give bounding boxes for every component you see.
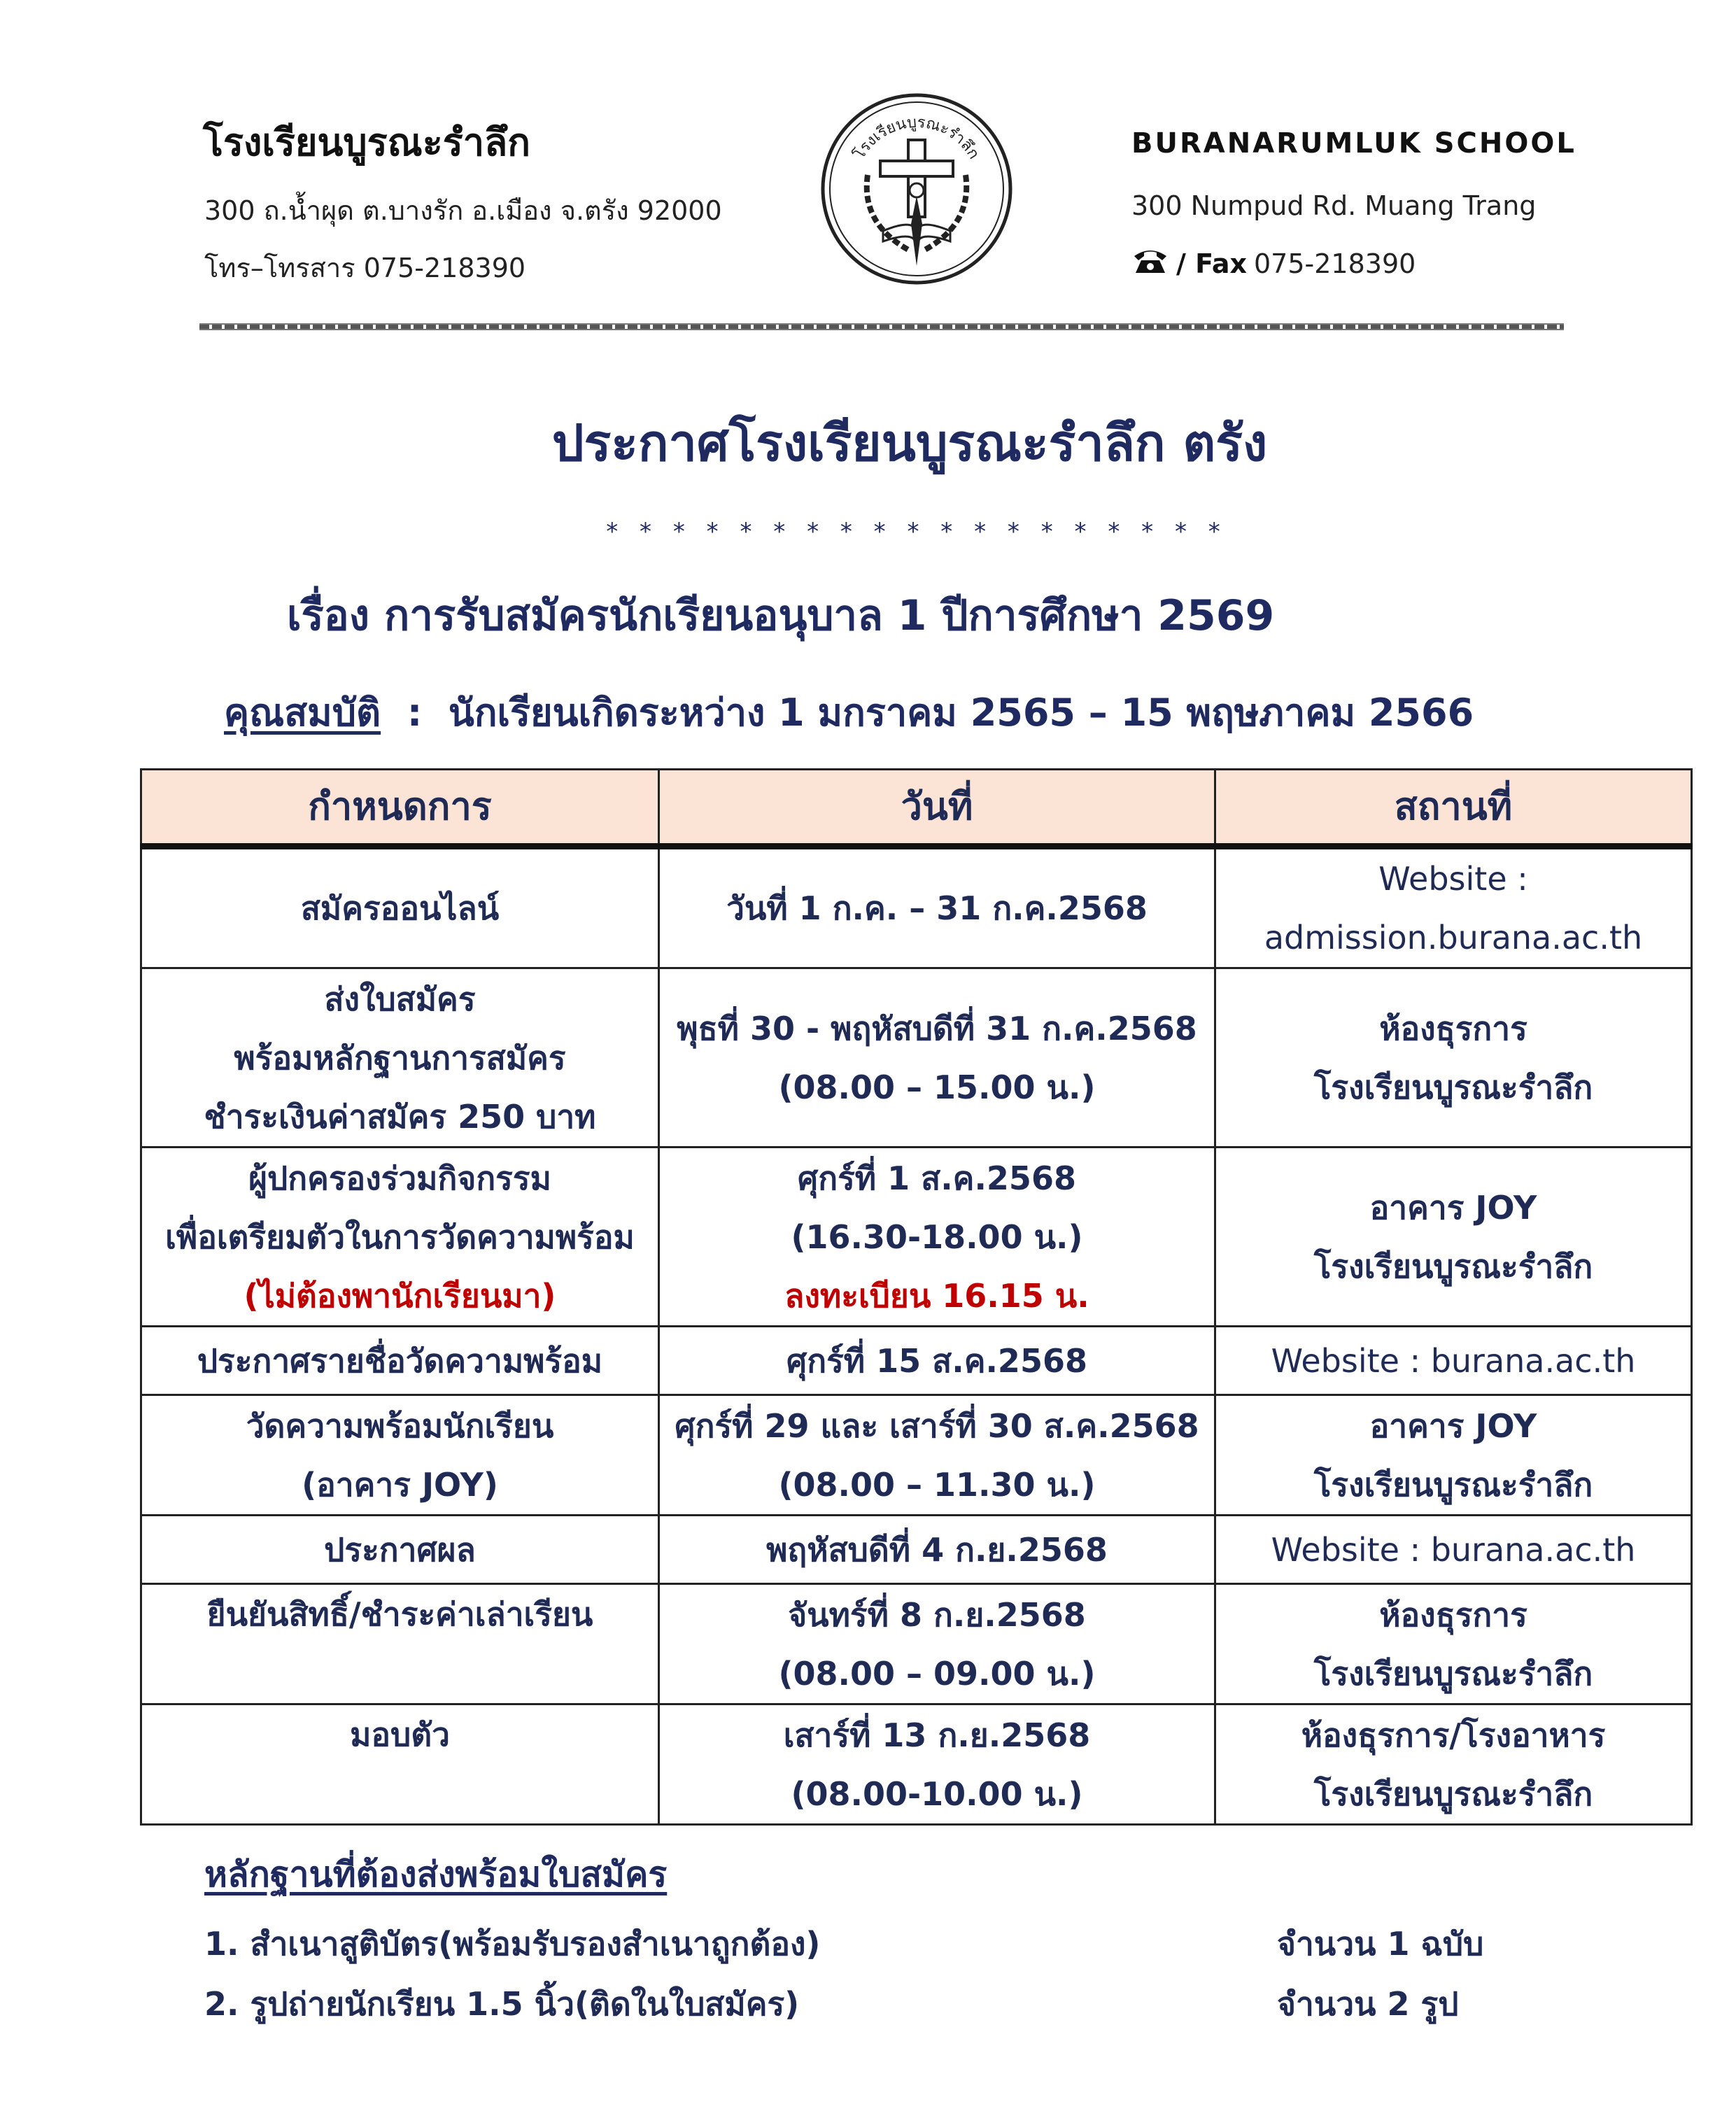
location-text: โรงเรียนบูรณะรำลึก — [1313, 1774, 1593, 1813]
table-row — [141, 847, 1692, 968]
activity-text: เพื่อเตรียมตัวในการวัดความพร้อม — [165, 1217, 635, 1256]
announcement-title: ประกาศโรงเรียนบูรณะรำลึก ตรัง — [551, 414, 1268, 472]
table-row — [141, 1704, 1692, 1825]
location-text: Website : burana.ac.th — [1271, 1341, 1636, 1380]
table-row — [141, 1148, 1692, 1327]
location-text: อาคาร JOY — [1369, 1188, 1537, 1227]
date-text: ศุกร์ที่ 1 ส.ค.2568 — [798, 1159, 1076, 1197]
documents-heading: หลักฐานที่ต้องส่งพร้อมใบสมัคร — [204, 1854, 668, 1895]
date-cell — [659, 1395, 1215, 1516]
column-header-date: วันที่ — [659, 770, 1215, 847]
activity-cell — [141, 1584, 659, 1704]
table-row — [141, 1327, 1692, 1395]
activity-cell — [141, 1516, 659, 1584]
school-phone-th: โทร–โทรสาร 075-218390 — [204, 253, 526, 283]
location-cell — [1215, 1516, 1692, 1584]
date-note: ลงทะเบียน 16.15 น. — [784, 1276, 1089, 1315]
qualification-label: คุณสมบัติ — [224, 691, 381, 735]
activity-text: (อาคาร JOY) — [302, 1465, 498, 1504]
activity-cell — [141, 1704, 659, 1825]
activity-text: วัดความพร้อมนักเรียน — [246, 1406, 554, 1445]
activity-cell — [141, 847, 659, 968]
location-text: โรงเรียนบูรณะรำลึก — [1313, 1465, 1593, 1504]
qualification-text: นักเรียนเกิดระหว่าง 1 มกราคม 2565 – 15 พฤษภาคม 2566 — [448, 691, 1474, 735]
activity-text: ประกาศรายชื่อวัดความพร้อม — [197, 1341, 603, 1380]
date-cell — [659, 1516, 1215, 1584]
location-text: Website : burana.ac.th — [1271, 1530, 1636, 1569]
location-cell — [1215, 1395, 1692, 1516]
activity-text: ประกาศผล — [324, 1530, 476, 1569]
location-cell — [1215, 968, 1692, 1148]
fax-label: / Fax — [1176, 248, 1247, 279]
announcement-subject: เรื่อง การรับสมัครนักเรียนอนุบาล 1 ปีการศึกษา 2569 — [287, 591, 1275, 640]
table-row — [141, 1584, 1692, 1704]
school-logo — [819, 91, 1015, 287]
activity-text: มอบตัว — [350, 1716, 450, 1753]
date-text: จันทร์ที่ 8 ก.ย.2568 — [788, 1595, 1086, 1634]
table-row — [141, 1516, 1692, 1584]
location-text: โรงเรียนบูรณะรำลึก — [1313, 1068, 1593, 1106]
activity-cell — [141, 1395, 659, 1516]
location-text: อาคาร JOY — [1369, 1406, 1537, 1445]
school-address-th: 300 ถ.น้ำผุด ต.บางรัก อ.เมือง จ.ตรัง 92000 — [204, 195, 722, 226]
date-cell — [659, 847, 1215, 968]
date-text: (08.00 – 11.30 น.) — [778, 1465, 1096, 1504]
qualification-line — [224, 682, 1474, 742]
schedule-table — [140, 768, 1693, 1826]
decorative-stars: * * * * * * * * * * * * * * * * * * * — [606, 518, 1227, 546]
location-text: โรงเรียนบูรณะรำลึก — [1313, 1247, 1593, 1285]
letterhead-divider — [199, 323, 1564, 330]
date-text: พฤหัสบดีที่ 4 ก.ย.2568 — [766, 1530, 1108, 1569]
activity-cell — [141, 968, 659, 1148]
table-header-row — [141, 770, 1692, 847]
document-quantity: จำนวน 1 ฉบับ — [1277, 1925, 1484, 1963]
location-cell — [1215, 1327, 1692, 1395]
date-cell — [659, 1704, 1215, 1825]
school-name-th: โรงเรียนบูรณะรำลึก — [203, 120, 530, 164]
date-cell — [659, 968, 1215, 1148]
activity-text: ผู้ปกครองร่วมกิจกรรม — [248, 1159, 551, 1197]
location-text: ห้องธุรการ — [1379, 1009, 1527, 1047]
svg-text:โรงเรียนบูรณะรำลึก: โรงเรียนบูรณะรำลึก — [850, 113, 983, 163]
date-text: (16.30-18.00 น.) — [791, 1217, 1083, 1256]
activity-text: ยืนยันสิทธิ์/ชำระค่าเล่าเรียน — [206, 1595, 593, 1633]
school-address-en: 300 Numpud Rd. Muang Trang — [1131, 190, 1537, 221]
location-text: ห้องธุรการ/โรงอาหาร — [1301, 1716, 1606, 1754]
qualification-separator: : — [381, 691, 449, 735]
location-cell — [1215, 1704, 1692, 1825]
activity-text: ชำระเงินค่าสมัคร 250 บาท — [204, 1097, 596, 1136]
school-phone-en — [1131, 246, 1416, 281]
column-header-activity: กำหนดการ — [141, 770, 659, 847]
location-text: ห้องธุรการ — [1379, 1595, 1527, 1634]
table-row — [141, 1395, 1692, 1516]
date-text: (08.00 – 09.00 น.) — [778, 1654, 1096, 1693]
document-item: 2. รูปถ่ายนักเรียน 1.5 นิ้ว(ติดในใบสมัคร) — [204, 1985, 800, 2023]
date-text: ศุกร์ที่ 29 และ เสาร์ที่ 30 ส.ค.2568 — [675, 1406, 1199, 1445]
activity-cell — [141, 1327, 659, 1395]
column-header-location: สถานที่ — [1215, 770, 1692, 847]
document-item: 1. สำเนาสูติบัตร(พร้อมรับรองสำเนาถูกต้อง) — [204, 1925, 821, 1963]
date-text: (08.00 – 15.00 น.) — [778, 1068, 1096, 1106]
location-text: Website : — [1378, 860, 1528, 898]
date-text: เสาร์ที่ 13 ก.ย.2568 — [783, 1716, 1091, 1754]
date-cell — [659, 1327, 1215, 1395]
location-cell — [1215, 1148, 1692, 1327]
activity-note: (ไม่ต้องพานักเรียนมา) — [244, 1276, 556, 1315]
telephone-icon — [1131, 246, 1169, 281]
date-cell — [659, 1148, 1215, 1327]
activity-text: สมัครออนไลน์ — [300, 889, 500, 927]
activity-cell — [141, 1148, 659, 1327]
activity-text: ส่งใบสมัคร — [324, 980, 476, 1018]
document-quantity: จำนวน 2 รูป — [1277, 1985, 1459, 2023]
location-cell — [1215, 1584, 1692, 1704]
location-text: admission.burana.ac.th — [1264, 919, 1643, 956]
location-cell — [1215, 847, 1692, 968]
school-name-en: BURANARUMLUK SCHOOL — [1131, 127, 1576, 160]
date-text: วันที่ 1 ก.ค. – 31 ก.ค.2568 — [726, 889, 1148, 927]
table-row — [141, 968, 1692, 1148]
activity-text: พร้อมหลักฐานการสมัคร — [234, 1038, 566, 1077]
fax-number: 075-218390 — [1254, 248, 1416, 279]
date-text: (08.00-10.00 น.) — [791, 1774, 1083, 1813]
date-cell — [659, 1584, 1215, 1704]
date-text: ศุกร์ที่ 15 ส.ค.2568 — [786, 1341, 1087, 1380]
location-text: โรงเรียนบูรณะรำลึก — [1313, 1654, 1593, 1693]
date-text: พุธที่ 30 - พฤหัสบดีที่ 31 ก.ค.2568 — [677, 1009, 1197, 1047]
